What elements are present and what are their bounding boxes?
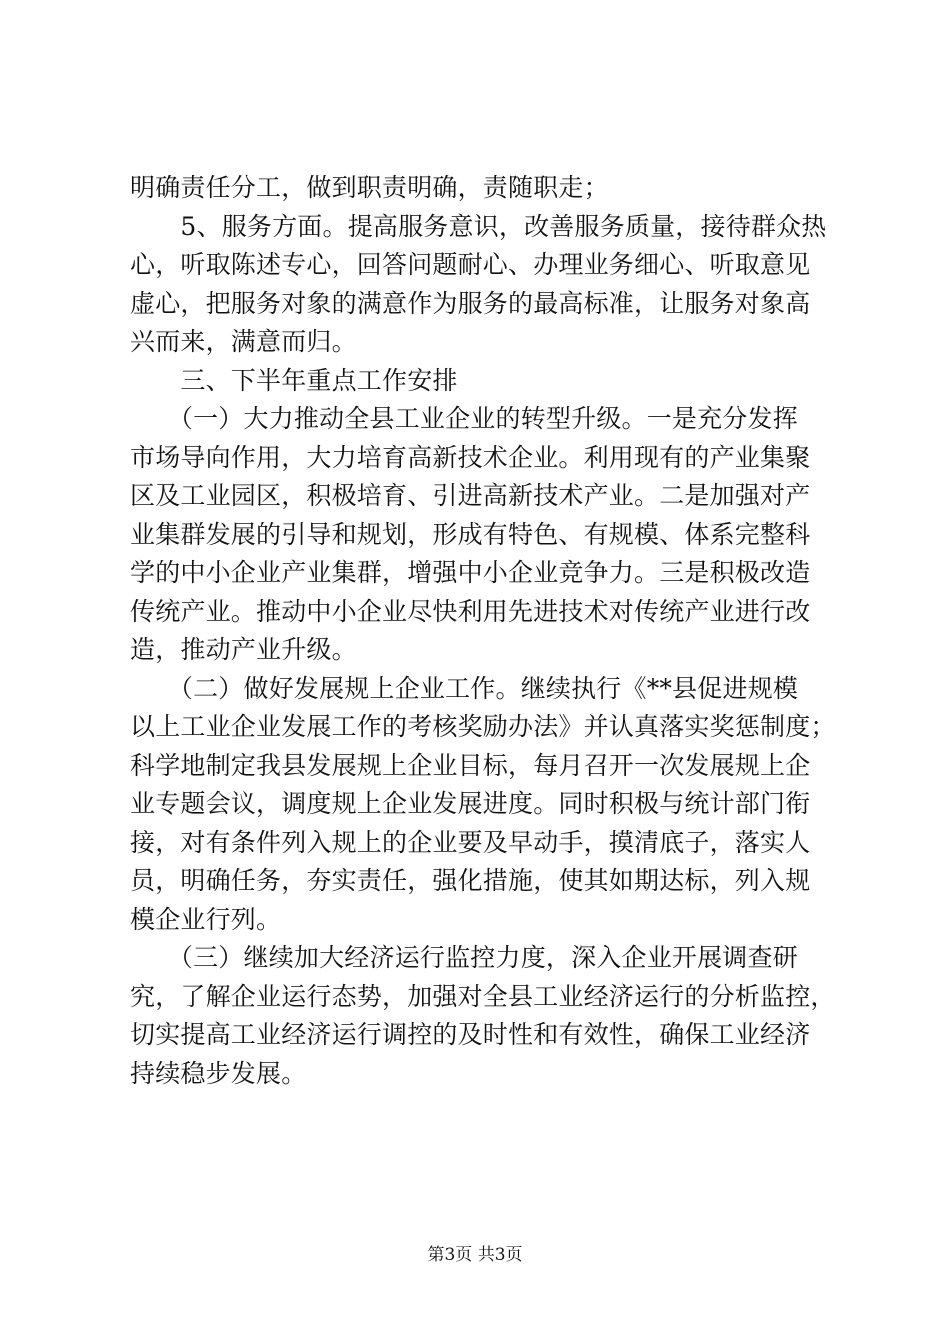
text-line: 传统产业。推动中小企业尽快利用先进技术对传统产业进行改 — [130, 596, 811, 626]
text-line: 以上工业企业发展工作的考核奖励办法》并认真落实奖惩制度； — [130, 712, 836, 741]
text-line: 市场导向作用，大力培育高新技术企业。利用现有的产业集聚 — [130, 442, 811, 472]
text-line: 心，听取陈述专心，回答问题耐心、办理业务细心、听取意见 — [130, 250, 811, 279]
text-line: 模企业行列。 — [130, 904, 282, 934]
text-line: 虚心，把服务对象的满意作为服务的最高标准，让服务对象高 — [130, 288, 811, 318]
page-footer — [0, 1244, 950, 1266]
text-line: 学的中小企业产业集群，增强中小企业竞争力。三是积极改造 — [130, 558, 811, 587]
text-line: 兴而来，满意而归。 — [130, 327, 357, 356]
text-line: （一）大力推动全县工业企业的转型升级。一是充分发挥 — [130, 404, 798, 433]
text-line: 5、服务方面。提高服务意识，改善服务质量，接待群众热 — [130, 211, 827, 241]
text-line: 明确责任分工，做到职责明确，责随职走； — [130, 173, 609, 202]
text-line: 科学地制定我县发展规上企业目标，每月召开一次发展规上企 — [130, 750, 811, 780]
text-line: 造，推动产业升级。 — [130, 635, 357, 664]
text-line: （三）继续加大经济运行监控力度，深入企业开展调查研 — [130, 943, 798, 972]
text-line: 切实提高工业经济运行调控的及时性和有效性，确保工业经济 — [130, 1020, 811, 1049]
text-line: 持续稳步发展。 — [130, 1058, 307, 1088]
text-line: 区及工业园区，积极培育、引进高新技术产业。二是加强对产 — [130, 481, 811, 510]
text-line: 员，明确任务，夯实责任，强化措施，使其如期达标，列入规 — [130, 866, 811, 895]
section-heading: 三、下半年重点工作安排 — [130, 365, 458, 395]
text-line: （二）做好发展规上企业工作。继续执行《**县促进规模 — [130, 673, 799, 703]
text-line: 接，对有条件列入规上的企业要及早动手，摸清底子，落实人 — [130, 827, 811, 857]
page-number-label: 第3页 共3页 — [427, 1245, 523, 1265]
text-line: 业集群发展的引导和规划，形成有特色、有规模、体系完整科 — [130, 519, 811, 549]
text-line: 究，了解企业运行态势，加强对全县工业经济运行的分析监控， — [130, 981, 836, 1011]
text-line: 业专题会议，调度规上企业发展进度。同时积极与统计部门衔 — [130, 789, 811, 818]
document-body — [130, 169, 836, 1093]
